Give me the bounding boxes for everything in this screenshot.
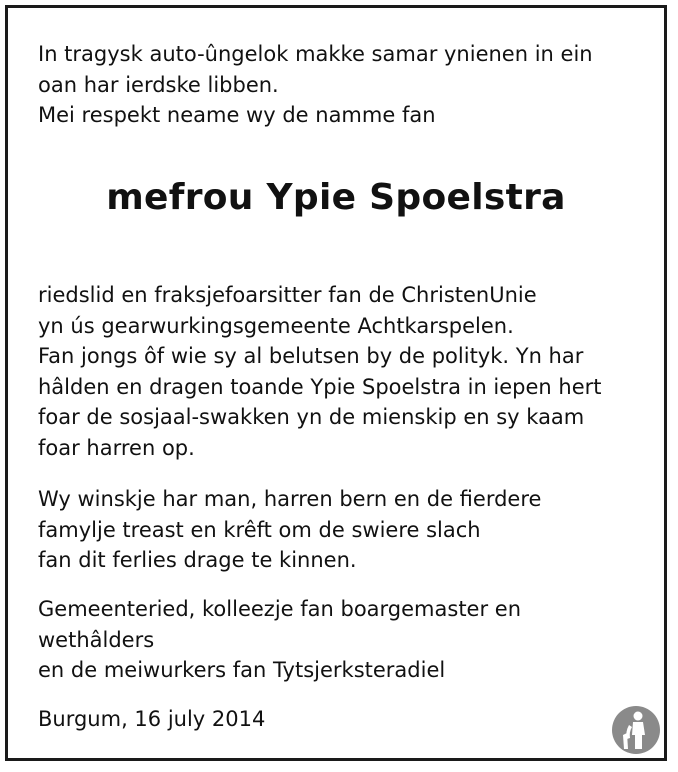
signature-line: wethâlders [38, 627, 155, 652]
description-paragraph [38, 280, 648, 463]
place-date-text: Burgum, 16 july 2014 [38, 707, 266, 731]
intro-paragraph [38, 39, 648, 131]
condolence-paragraph [38, 484, 648, 576]
description-line: hâlden en dragen toande Ypie Spoelstra in iepen hert [38, 374, 602, 399]
memorial-figure-icon [611, 705, 661, 755]
condolence-line: famylje treast en krêft om de swiere slach [38, 517, 481, 542]
description-line: foar de sosjaal-swakken yn de mienskip en sy kaam [38, 405, 585, 429]
intro-line: oan har ierdske libben. [38, 72, 279, 97]
description-line: yn ús gearwurkingsgemeente Achtkarspelen. [38, 313, 514, 338]
description-line: Fan jongs ôf wie sy al belutsen by de polityk. Yn har [38, 344, 584, 368]
signature-paragraph [38, 594, 648, 686]
description-line: riedslid en fraksjefoarsitter fan de ChristenUnie [38, 283, 537, 307]
place-date [38, 704, 648, 735]
signature-line: Gemeenteried, kolleezje fan boargemaster en [38, 597, 522, 621]
intro-line: In tragysk auto-ûngelok makke samar ynienen in ein [38, 42, 593, 66]
description-line: foar harren op. [38, 435, 195, 460]
intro-line: Mei respekt neame wy de namme fan [38, 103, 436, 127]
deceased-name: mefrou Ypie Spoelstra [106, 177, 566, 218]
signature-line: en de meiwurkers fan Tytsjerksteradiel [38, 658, 446, 682]
condolence-line: fan dit ferlies drage te kinnen. [38, 548, 357, 572]
obituary-notice [5, 5, 667, 761]
condolence-line: Wy winskje har man, harren bern en de fierdere [38, 487, 542, 511]
